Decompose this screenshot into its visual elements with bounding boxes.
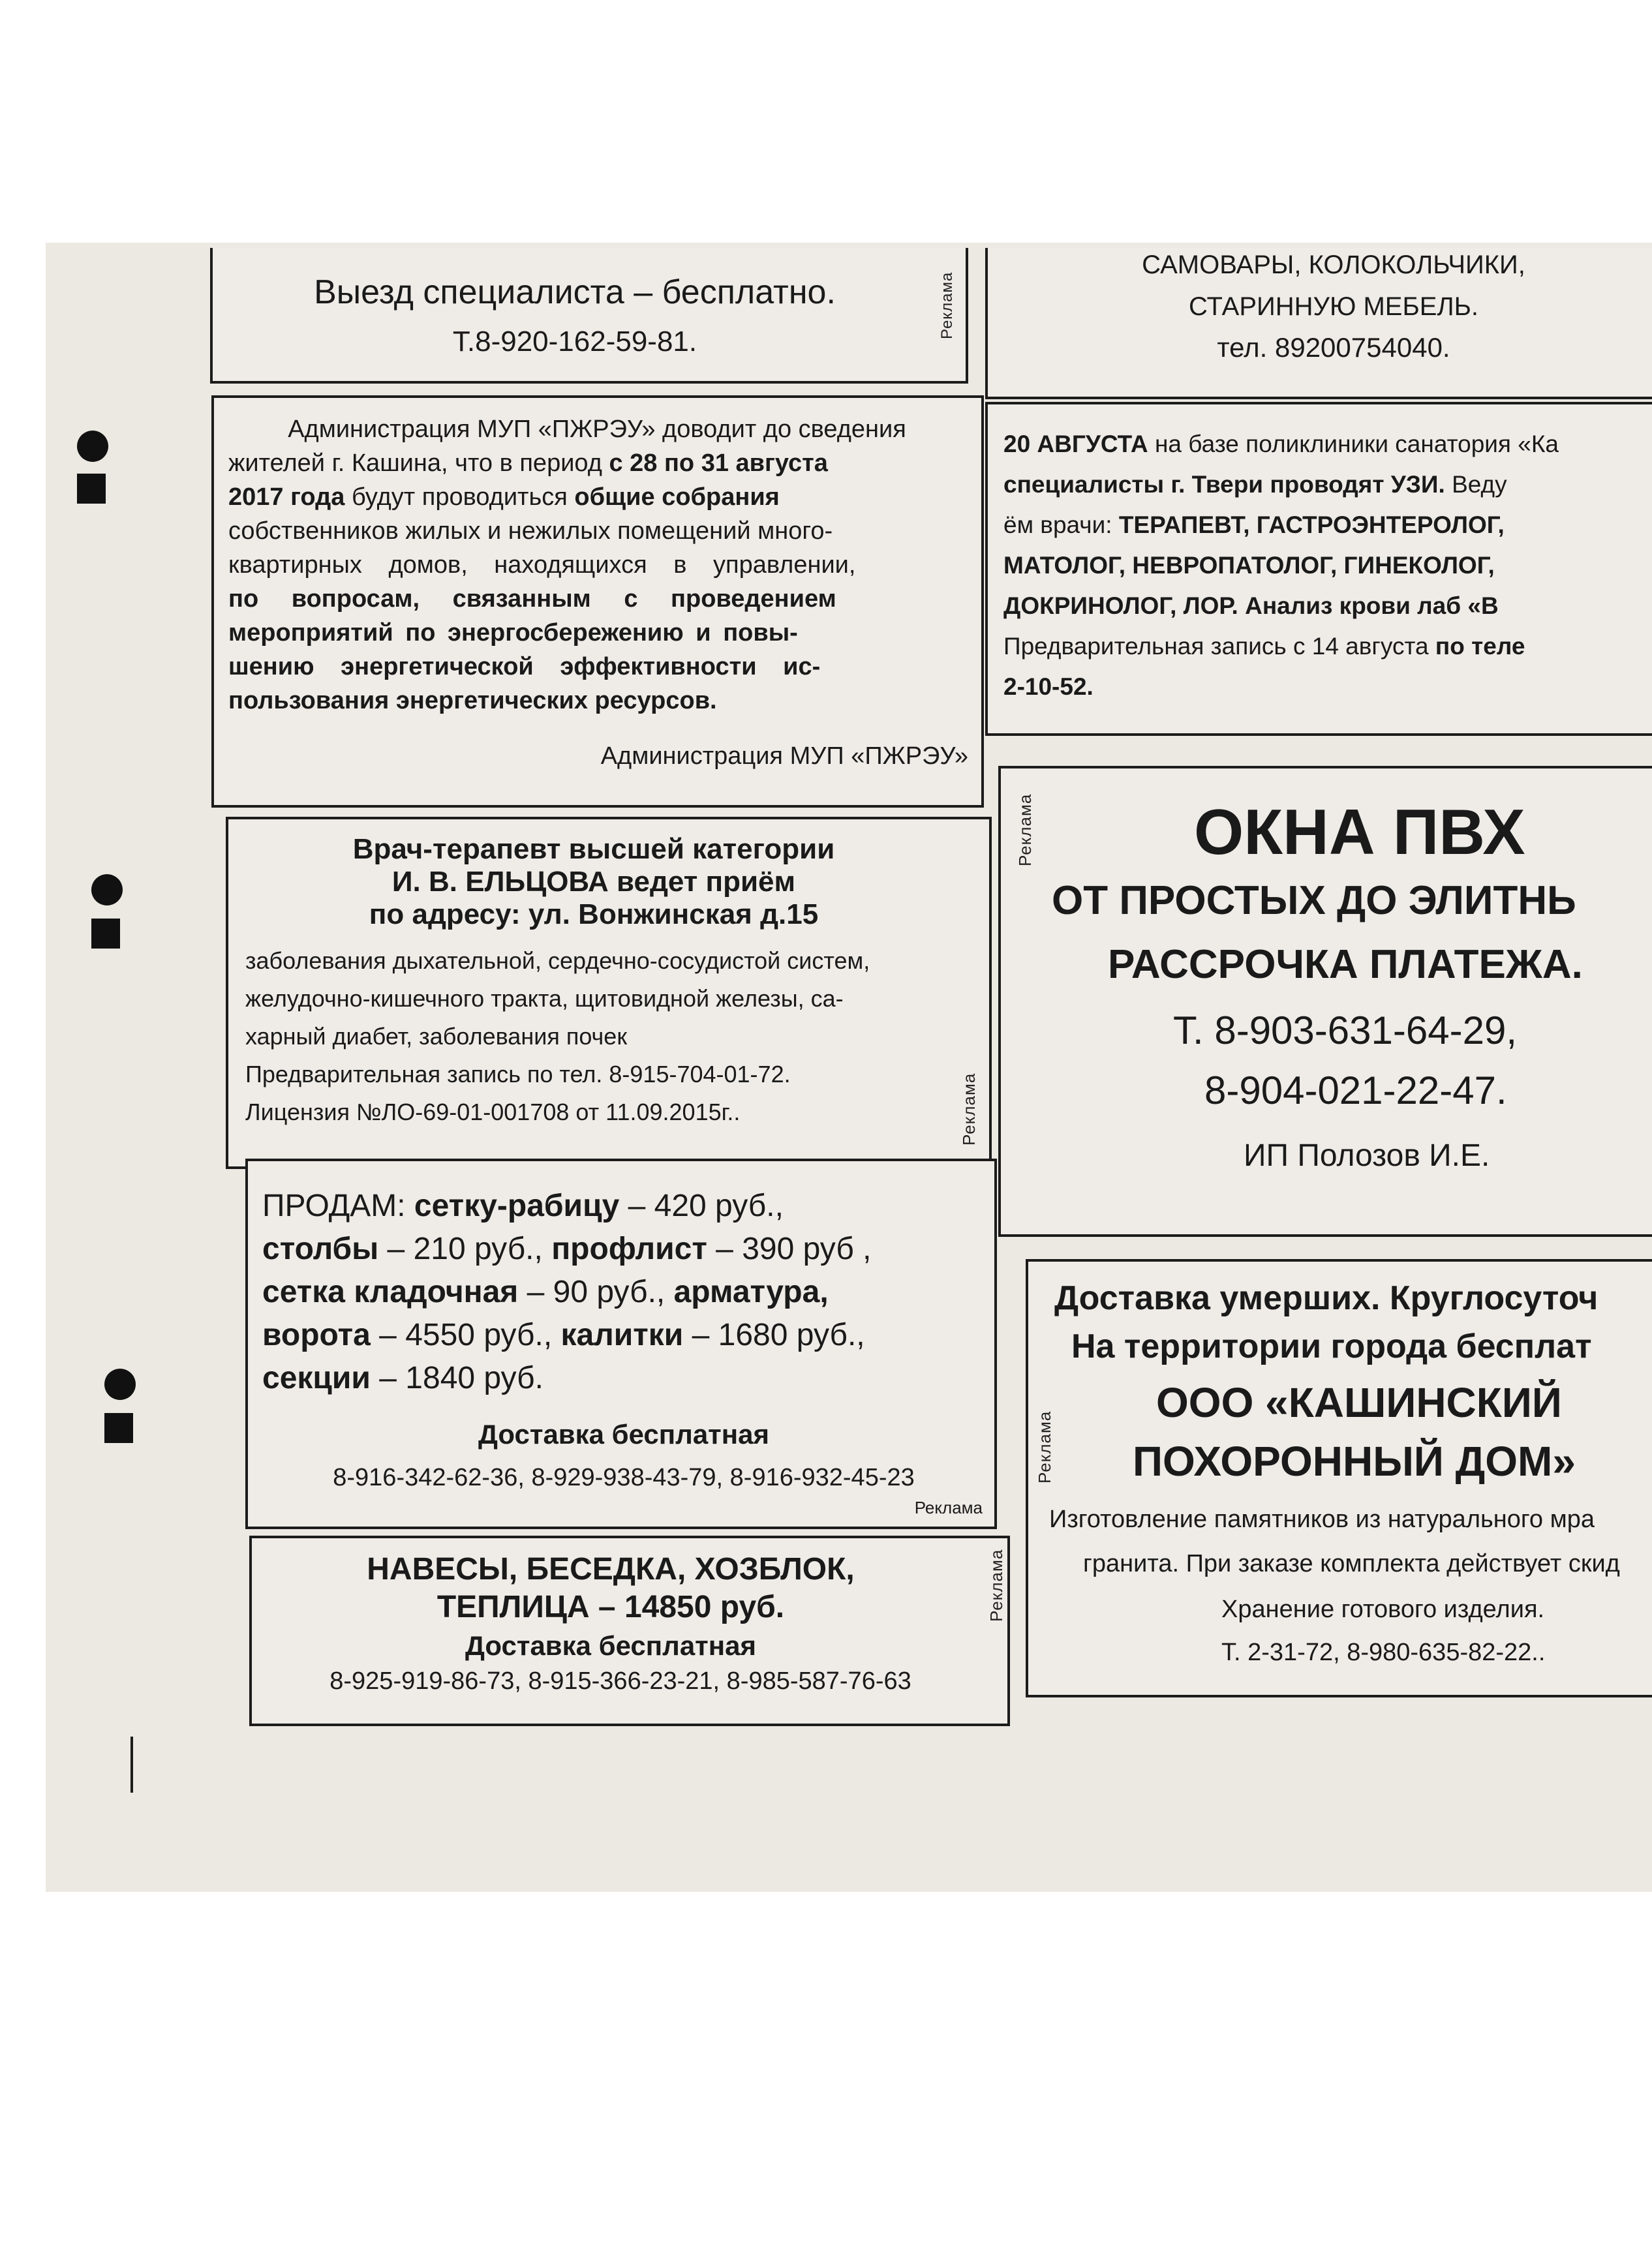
funeral-line-7: Хранение готового изделия.: [1221, 1596, 1545, 1623]
funeral-line-6: гранита. При заказе комплекта действует скид: [1083, 1550, 1620, 1577]
windows-subtitle: ОТ ПРОСТЫХ ДО ЭЛИТНЬ: [1052, 878, 1576, 923]
sheds-title-1: НАВЕСЫ, БЕСЕДКА, ХОЗБЛОК,: [367, 1552, 855, 1587]
sale-phones: 8-916-342-62-36, 8-929-938-43-79, 8-916-932-45-23: [333, 1464, 915, 1491]
uzi-line-3: ём врачи: ТЕРАПЕВТ, ГАСТРОЭНТЕРОЛОГ,: [1003, 511, 1505, 538]
sale-line-1: ПРОДАМ: сетку-рабицу – 420 руб.,: [262, 1189, 784, 1223]
windows-credit: РАССРОЧКА ПЛАТЕЖА.: [1108, 942, 1583, 987]
expert-phone: Т.8-920-162-59-81.: [452, 326, 697, 357]
funeral-line-5: Изготовление памятников из натурального мра: [1049, 1506, 1595, 1533]
binder-hole-circle-3: [104, 1369, 136, 1400]
mup-line-1: Администрация МУП «ПЖРЭУ» доводит до сведения: [288, 416, 906, 443]
mup-line-8: шению энергетической эффективности ис-: [228, 653, 821, 680]
ad-sheds: [249, 1536, 1010, 1726]
funeral-line-3: ООО «КАШИНСКИЙ: [1156, 1379, 1562, 1426]
ad-mup-pzhreu: [211, 395, 984, 808]
expert-line: Выезд специалиста – бесплатно.: [314, 273, 836, 311]
windows-phone-2: 8-904-021-22-47.: [1204, 1069, 1507, 1112]
funeral-line-2: На территории города бесплат: [1071, 1328, 1592, 1365]
windows-title: ОКНА ПВХ: [1194, 796, 1525, 868]
doctor-title-2: И. В. ЕЛЬЦОВА ведет приём: [391, 866, 796, 898]
windows-owner: ИП Полозов И.Е.: [1244, 1138, 1490, 1173]
ad-tag: Реклама: [987, 1549, 1006, 1622]
doctor-title-3: по адресу: ул. Вонжинская д.15: [369, 898, 819, 930]
doctor-title-1: Врач-терапевт высшей категории: [352, 833, 835, 865]
doctor-desc-2: желудочно-кишечного тракта, щитовидной железы, са-: [245, 985, 844, 1012]
margin-mark: [130, 1737, 133, 1793]
ad-antiques: [985, 248, 1652, 399]
ad-windows-pvc: [998, 766, 1652, 1237]
mup-line-6: по вопросам, связанным с проведением: [228, 585, 836, 613]
funeral-line-4: ПОХОРОННЫЙ ДОМ»: [1133, 1438, 1576, 1485]
ad-funeral: [1026, 1259, 1652, 1697]
ad-sale: [245, 1159, 997, 1529]
ad-tag: Реклама: [914, 1498, 983, 1517]
uzi-line-1: 20 АВГУСТА на базе поликлиники санатория «Ка: [1003, 431, 1559, 457]
ad-tag: Реклама: [959, 1072, 979, 1146]
funeral-phones: Т. 2-31-72, 8-980-635-82-22..: [1221, 1639, 1546, 1666]
ad-expert-visit: [210, 248, 968, 384]
antique-line-2: СТАРИННУЮ МЕБЕЛЬ.: [1188, 292, 1479, 321]
mup-line-7: мероприятий по энергосбережению и повы-: [228, 619, 798, 646]
doctor-desc-4: Предварительная запись по тел. 8-915-704-01-72.: [245, 1061, 791, 1087]
antique-phone: тел. 89200754040.: [1217, 332, 1450, 363]
ad-tag: Реклама: [1015, 793, 1035, 866]
mup-line-3: 2017 года будут проводиться общие собрания: [228, 483, 780, 511]
sheds-phones: 8-925-919-86-73, 8-915-366-23-21, 8-985-587-76-63: [329, 1667, 911, 1695]
binder-hole-circle-1: [77, 431, 108, 462]
mup-line-4: собственников жилых и нежилых помещений много-: [228, 517, 833, 545]
sale-line-3: сетка кладочная – 90 руб., арматура,: [262, 1275, 829, 1309]
sheds-title-2: ТЕПЛИЦА – 14850 руб.: [436, 1590, 785, 1624]
mup-line-5: квартирных домов, находящихся в управлении,: [228, 551, 856, 579]
ad-tag: Реклама: [938, 271, 956, 339]
doctor-desc-1: заболевания дыхательной, сердечно-сосудистой систем,: [245, 947, 870, 974]
sale-line-2: столбы – 210 руб., профлист – 390 руб ,: [262, 1232, 872, 1266]
doctor-desc-5: Лицензия №ЛО-69-01-001708 от 11.09.2015г..: [245, 1099, 741, 1125]
doctor-desc-3: харный диабет, заболевания почек: [245, 1023, 628, 1050]
sale-line-5: секции – 1840 руб.: [262, 1361, 543, 1395]
sale-line-4: ворота – 4550 руб., калитки – 1680 руб.,: [262, 1318, 865, 1352]
binder-hole-square-3: [104, 1413, 133, 1443]
binder-hole-square-1: [77, 474, 106, 504]
mup-line-9: пользования энергетических ресурсов.: [228, 687, 717, 714]
mup-line-2: жителей г. Кашина, что в период с 28 по 31 августа: [228, 449, 828, 477]
ad-doctor: [226, 817, 992, 1169]
ad-uzi: [985, 402, 1652, 736]
uzi-line-4: МАТОЛОГ, НЕВРОПАТОЛОГ, ГИНЕКОЛОГ,: [1003, 552, 1495, 579]
uzi-line-6: Предварительная запись с 14 августа по теле: [1003, 633, 1525, 660]
binder-hole-circle-2: [91, 874, 123, 905]
sheds-delivery: Доставка бесплатная: [465, 1630, 756, 1661]
sale-delivery: Доставка бесплатная: [478, 1419, 769, 1450]
antique-line-1: САМОВАРЫ, КОЛОКОЛЬЧИКИ,: [1142, 251, 1525, 279]
windows-phone-1: Т. 8-903-631-64-29,: [1173, 1009, 1517, 1052]
ad-tag: Реклама: [1035, 1410, 1054, 1483]
uzi-line-7: 2-10-52.: [1003, 673, 1094, 700]
uzi-line-5: ДОКРИНОЛОГ, ЛОР. Анализ крови лаб «В: [1003, 592, 1499, 619]
mup-signature: Администрация МУП «ПЖРЭУ»: [600, 742, 968, 770]
funeral-line-1: Доставка умерших. Круглосуточ: [1054, 1279, 1598, 1317]
uzi-line-2: специалисты г. Твери проводят УЗИ. Веду: [1003, 471, 1507, 498]
binder-hole-square-2: [91, 919, 120, 949]
